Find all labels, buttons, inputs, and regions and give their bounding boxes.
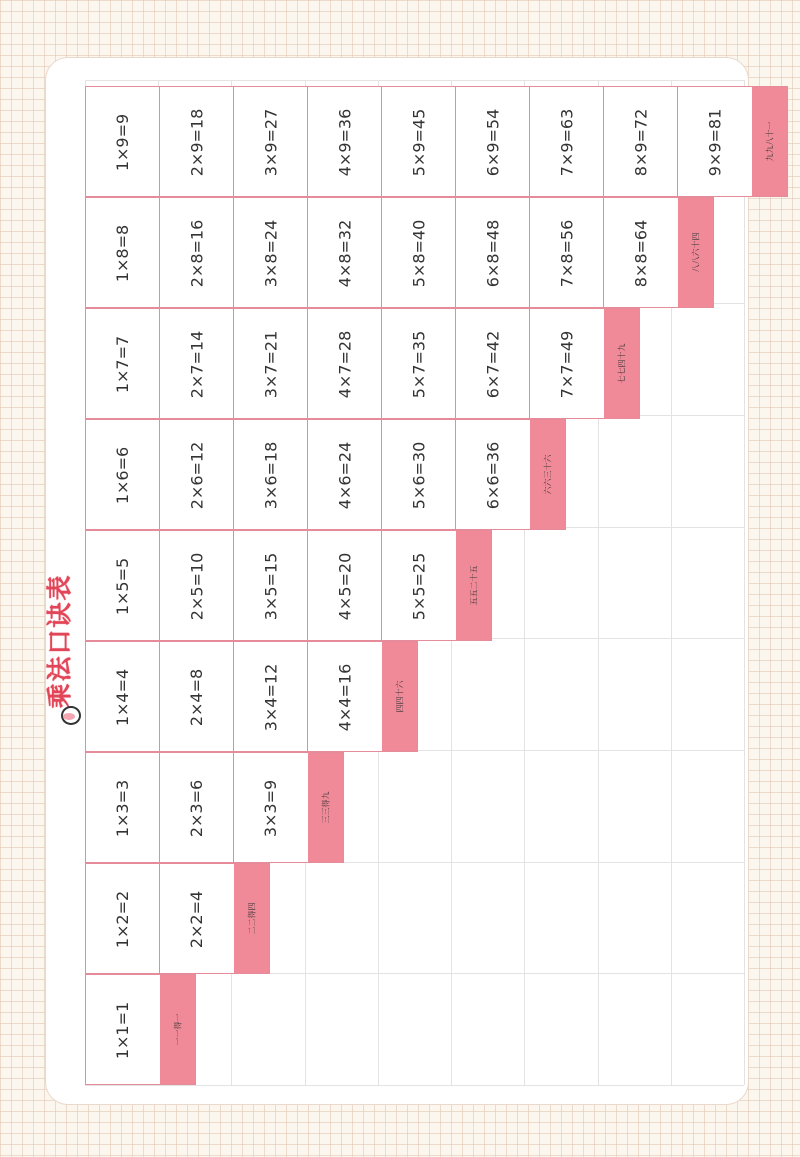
equation-text: 1×6=6	[113, 446, 133, 505]
equation-text: 5×9=45	[409, 108, 429, 177]
rhyme-strip	[382, 642, 417, 751]
equation-text: 1×5=5	[113, 557, 133, 616]
equation	[308, 87, 382, 198]
equation-text: 3×4=12	[261, 663, 281, 732]
equation	[160, 864, 234, 975]
equation	[160, 420, 234, 531]
equation	[160, 87, 234, 198]
equation-text: 8×8=64	[631, 219, 651, 288]
equation-text: 1×8=8	[113, 224, 133, 283]
grid-line	[85, 1085, 744, 1086]
equation	[86, 87, 160, 198]
equation-text: 3×8=24	[261, 219, 281, 288]
equation-text: 3×3=9	[261, 779, 281, 838]
equation	[382, 198, 456, 309]
equation	[234, 198, 308, 309]
equation-text: 4×4=16	[335, 663, 355, 732]
rhyme-strip	[234, 864, 269, 973]
equation-text: 1×9=9	[113, 113, 133, 172]
grid-line	[85, 80, 744, 81]
table-cell	[603, 197, 714, 308]
equation-text: 7×7=49	[557, 330, 577, 399]
equation	[382, 420, 456, 531]
rhyme-text: 五五二十五	[469, 565, 478, 606]
equation-text: 4×8=32	[335, 219, 355, 288]
equation-text: 3×5=15	[261, 552, 281, 621]
equation-text: 5×7=35	[409, 330, 429, 399]
equation	[308, 531, 382, 642]
equation	[456, 420, 530, 531]
equation	[234, 309, 308, 420]
equation-text: 4×5=20	[335, 552, 355, 621]
equation	[456, 309, 530, 420]
page-title-text: 乘法口诀表	[45, 573, 74, 709]
equation-text: 2×7=14	[187, 330, 207, 399]
equation-text: 1×1=1	[113, 1001, 133, 1060]
equation	[86, 309, 160, 420]
equation-text: 7×9=63	[557, 108, 577, 177]
equation-text: 2×9=18	[187, 108, 207, 177]
equation	[530, 87, 604, 198]
equation	[234, 642, 308, 753]
rhyme-text: 七七四十九	[617, 343, 626, 384]
equation	[308, 309, 382, 420]
rhyme-strip	[604, 309, 639, 418]
equation	[382, 309, 456, 420]
equation	[382, 531, 456, 642]
equation-text: 1×2=2	[113, 890, 133, 949]
table-cell	[233, 752, 344, 863]
table-cell	[307, 641, 418, 752]
table-cell	[677, 86, 788, 197]
equation-text: 3×7=21	[261, 330, 281, 399]
equation	[160, 309, 234, 420]
equation	[456, 87, 530, 198]
rhyme-strip	[160, 975, 195, 1084]
rhyme-strip	[308, 753, 343, 862]
table-cell	[381, 530, 492, 641]
equation	[604, 198, 678, 309]
equation-text: 5×5=25	[409, 552, 429, 621]
equation-text: 4×9=36	[335, 108, 355, 177]
equation	[308, 420, 382, 531]
rhyme-strip	[530, 420, 565, 529]
equation-text: 5×8=40	[409, 219, 429, 288]
equation-text: 6×8=48	[483, 219, 503, 288]
equation-text: 2×6=12	[187, 441, 207, 510]
equation-text: 8×9=72	[631, 108, 651, 177]
equation-text: 2×5=10	[187, 552, 207, 621]
equation	[160, 531, 234, 642]
table-cell	[529, 308, 640, 419]
rhyme-strip	[456, 531, 491, 640]
rhyme-strip	[678, 198, 713, 307]
equation-text: 3×6=18	[261, 441, 281, 510]
rhyme-strip	[752, 87, 787, 196]
equation	[234, 753, 308, 864]
table-cell	[85, 974, 196, 1085]
equation-text: 4×7=28	[335, 330, 355, 399]
equation	[530, 309, 604, 420]
equation	[160, 642, 234, 753]
equation-text: 3×9=27	[261, 108, 281, 177]
equation	[160, 753, 234, 864]
equation	[160, 198, 234, 309]
rhyme-text: 二二得四	[247, 902, 256, 935]
equation	[604, 87, 678, 198]
equation	[86, 864, 160, 975]
table-cell	[455, 419, 566, 530]
equation-text: 2×4=8	[187, 668, 207, 727]
equation-text: 1×7=7	[113, 335, 133, 394]
equation	[86, 198, 160, 309]
equation-text: 1×3=3	[113, 779, 133, 838]
equation-text: 5×6=30	[409, 441, 429, 510]
equation	[86, 642, 160, 753]
equation-text: 7×8=56	[557, 219, 577, 288]
equation-text: 4×6=24	[335, 441, 355, 510]
equation	[234, 87, 308, 198]
equation-text: 6×7=42	[483, 330, 503, 399]
equation	[382, 87, 456, 198]
equation	[678, 87, 752, 198]
equation-text: 6×9=54	[483, 108, 503, 177]
rhyme-text: 一一得一	[173, 1013, 182, 1046]
equation	[86, 531, 160, 642]
page-title	[36, 573, 80, 709]
equation-text: 2×2=4	[187, 890, 207, 949]
equation-text: 6×6=36	[483, 441, 503, 510]
rhyme-text: 六六三十六	[543, 454, 552, 495]
equation	[308, 198, 382, 309]
grid-line	[744, 80, 745, 1085]
rhyme-text: 三三得九	[321, 791, 330, 824]
equation	[234, 420, 308, 531]
equation	[86, 753, 160, 864]
equation	[86, 420, 160, 531]
equation-text: 1×4=4	[113, 668, 133, 727]
equation-text: 2×8=16	[187, 219, 207, 288]
equation-text: 2×3=6	[187, 779, 207, 838]
rhyme-text: 四四十六	[395, 680, 404, 713]
rhyme-text: 八八六十四	[691, 232, 700, 273]
equation	[234, 531, 308, 642]
equation	[530, 198, 604, 309]
equation	[308, 642, 382, 753]
equation	[456, 198, 530, 309]
table-cell	[159, 863, 270, 974]
rhyme-text: 九九八十一	[765, 121, 774, 162]
equation-text: 9×9=81	[705, 108, 725, 177]
equation	[86, 975, 160, 1086]
